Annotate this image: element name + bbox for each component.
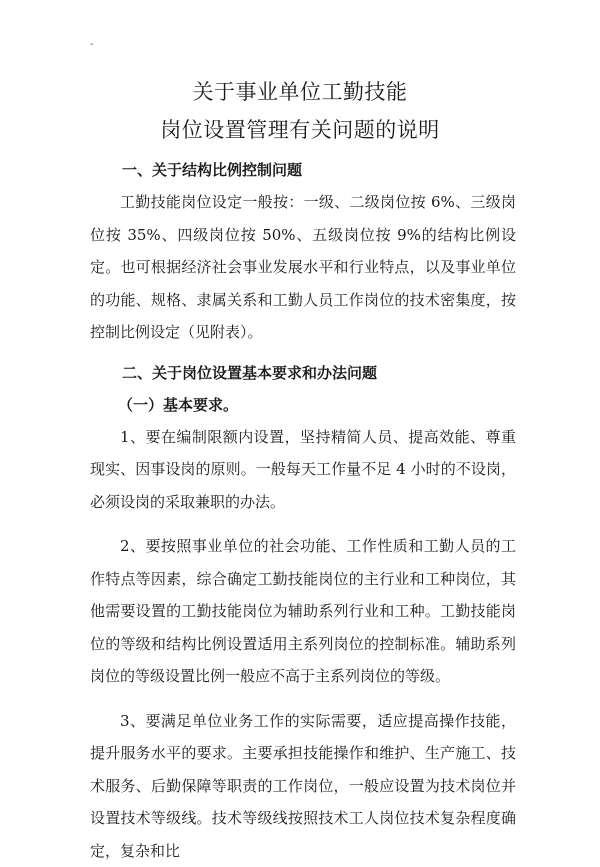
section-1-heading: 一、关于结构比例控制问题: [90, 154, 516, 186]
section-1-paragraph: 工勤技能岗位设定一般按：一级、二级岗位按 6%、三级岗位按 35%、四级岗位按 50%、五级岗位按 9%的结构比例设定。也可根据经济社会事业发展水平和行业特点，以及事业单位的功能、规格、隶属关系和工勤人员工作岗位的技术密集度，按控制比例设定（见附表）。: [90, 186, 516, 349]
document-title-line-1: 关于事业单位工勤技能: [0, 76, 600, 106]
section-2-item-2: 2、要按照事业单位的社会功能、工作性质和工勤人员的工作特点等因素，综合确定工勤技能岗位的主行业和工种岗位，其他需要设置的工勤技能岗位为辅助系列行业和工种。工勤技能岗位的等级和结构比例设置适用主系列岗位的控制标准。辅助系列岗位的等级设置比例一般应不高于主系列岗位的等级。: [90, 530, 516, 693]
section-2-subheading: （一）基本要求。: [90, 389, 516, 421]
section-2-item-1: 1、要在编制限额内设置，坚持精简人员、提高效能、尊重现实、因事设岗的原则。一般每天工作量不足 4 小时的不设岗，必须设岗的采取兼职的办法。: [90, 421, 516, 519]
corner-mark: -: [90, 40, 93, 50]
section-2-heading: 二、关于岗位设置基本要求和办法问题: [90, 357, 516, 389]
section-2-item-3: 3、要满足单位业务工作的实际需要，适应提高操作技能，提升服务水平的要求。主要承担技能操作和维护、生产施工、技术服务、后勤保障等职责的工作岗位，一般应设置为技术岗位并设置技术等级线。技术等级线按照技术工人岗位技术复杂程度确定，复杂和比: [90, 705, 516, 867]
document-title-line-2: 岗位设置管理有关问题的说明: [0, 114, 600, 144]
document-body: [90, 154, 516, 867]
